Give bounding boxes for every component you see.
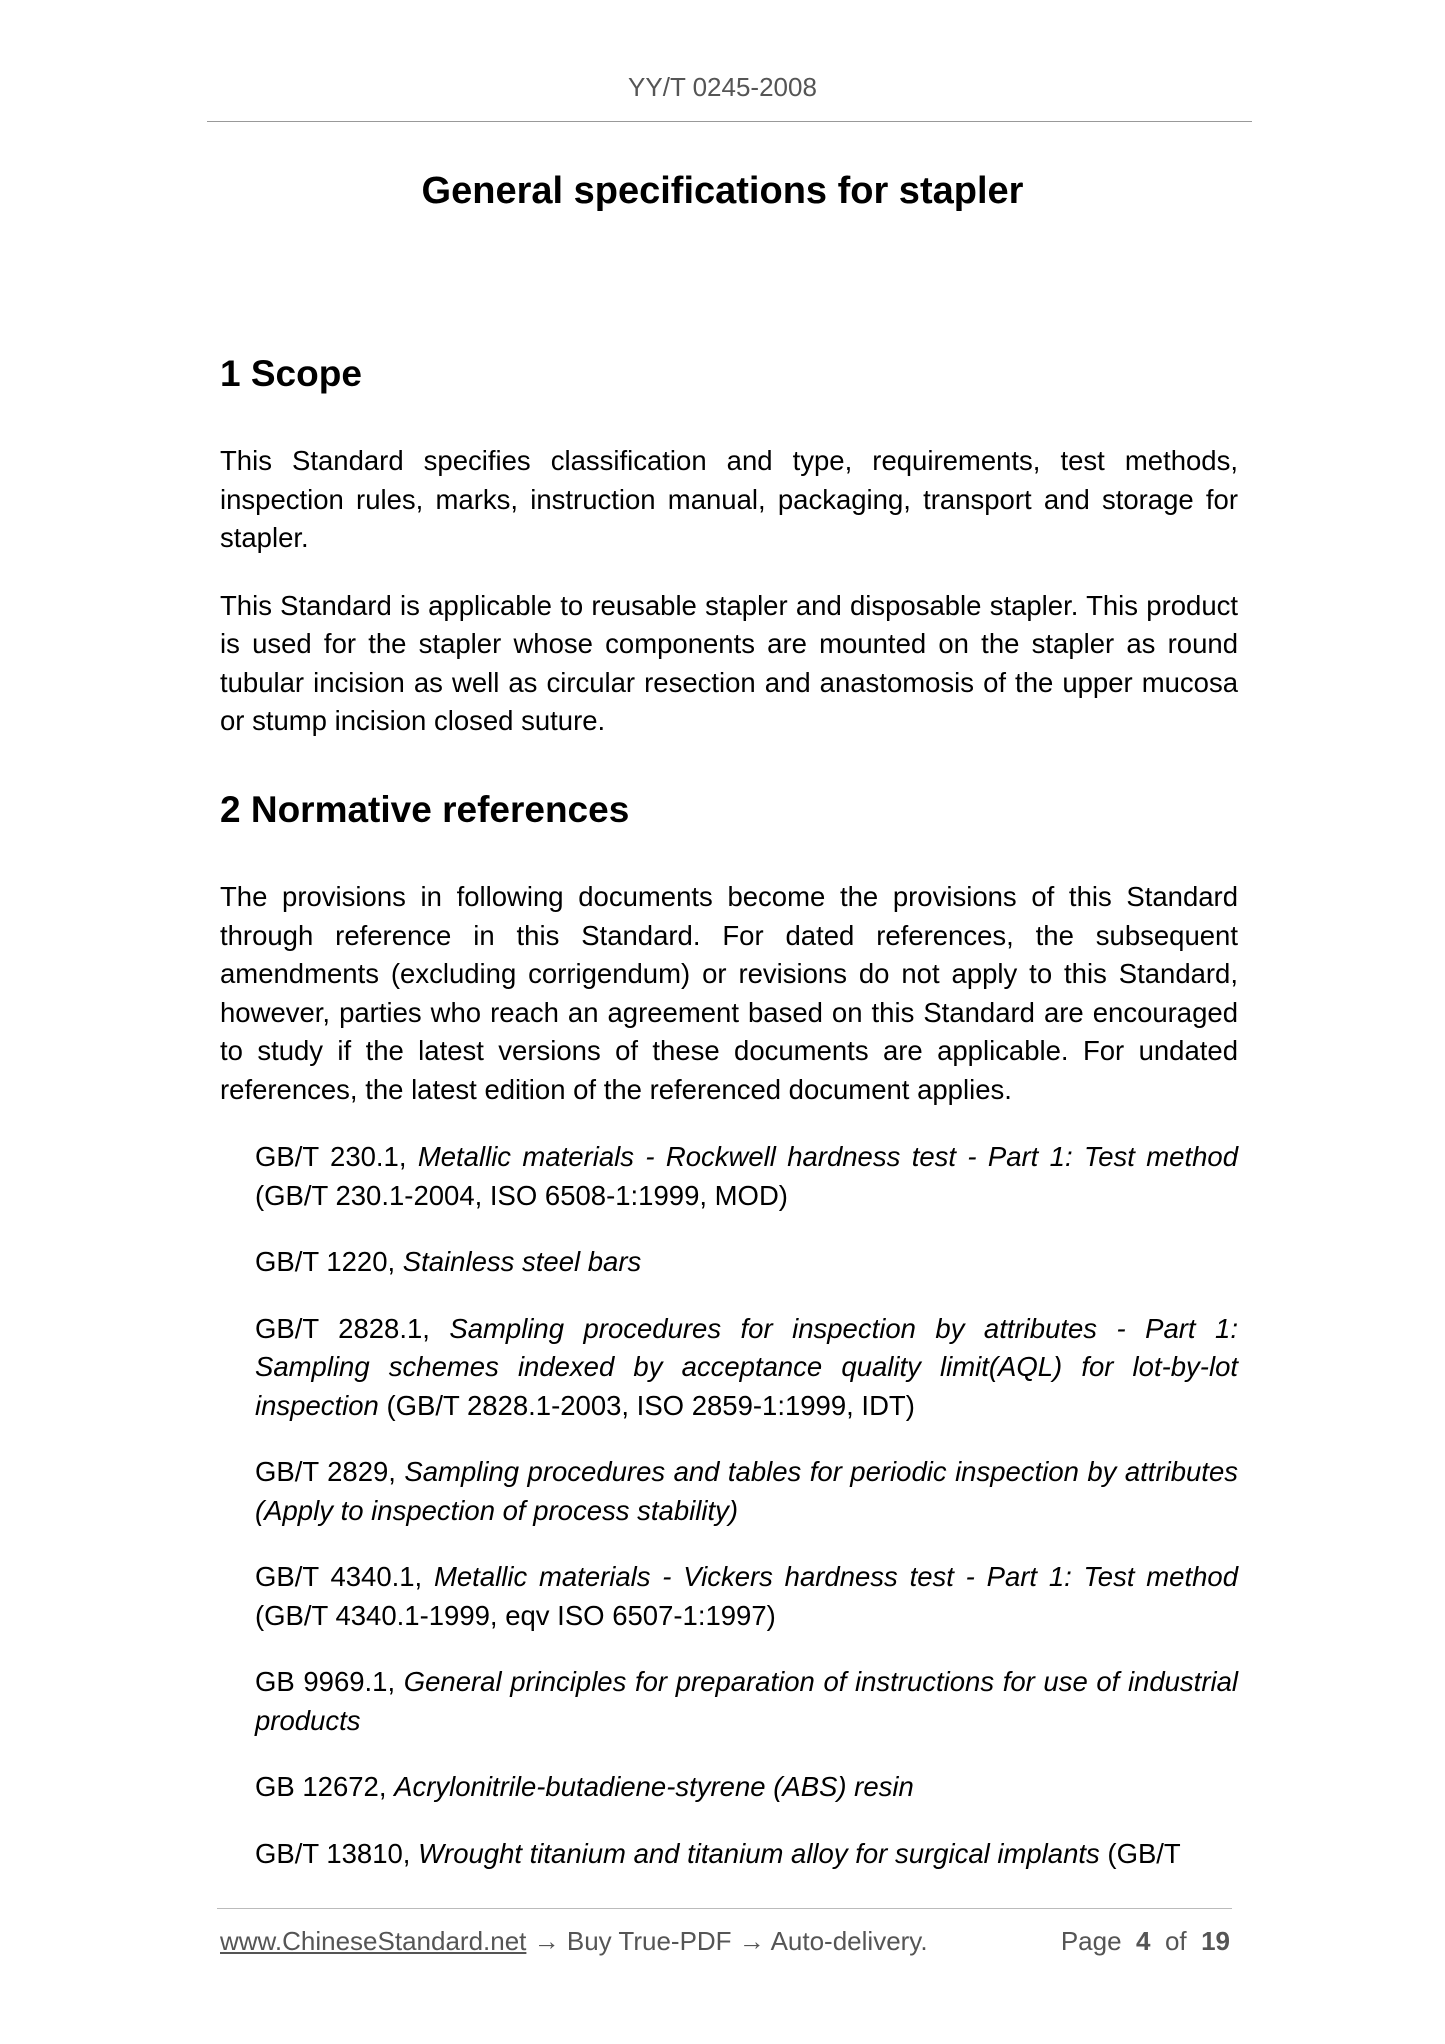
reference-title: Sampling procedures and tables for periodic inspection by attributes (Apply to inspection of process stability) xyxy=(255,1456,1238,1526)
reference-code: GB/T 2829, xyxy=(255,1456,405,1488)
page-total: 19 xyxy=(1201,1926,1230,1956)
reference-title: Metallic materials - Rockwell hardness test - Part 1: Test method xyxy=(417,1141,1238,1173)
page-indicator xyxy=(1061,1926,1230,1957)
reference-title: Metallic materials - Vickers hardness test - Part 1: Test method xyxy=(433,1561,1238,1593)
reference-item xyxy=(255,1243,1238,1282)
reference-note: (GB/T 230.1-2004, ISO 6508-1:1999, MOD) xyxy=(255,1179,788,1211)
page-footer xyxy=(220,1926,1230,1957)
reference-code: GB/T 13810, xyxy=(255,1837,419,1869)
scope-paragraph-2: This Standard is applicable to reusable stapler and disposable stapler. This product is used for the stapler whose components are mounted on the stapler as round tubular incision as well as circular resection and anastomosis of the upper mucosa or stump incision closed suture. xyxy=(220,589,1238,737)
reference-title: General principles for preparation of instructions for use of industrial products xyxy=(255,1666,1238,1736)
reference-item xyxy=(255,1558,1238,1635)
document-body xyxy=(220,352,1238,1901)
page-number: 4 xyxy=(1136,1926,1151,1956)
reference-code: GB 12672, xyxy=(255,1771,395,1803)
document-title: General specifications for stapler xyxy=(421,170,1024,212)
header-divider xyxy=(207,121,1252,122)
section-heading-scope: 1 Scope xyxy=(220,353,362,394)
references-paragraph: The provisions in following documents become the provisions of this Standard through reference in this Standard. For dated references, the subsequent amendments (excluding corrigendum) or revisions do not apply to this Standard, however, parties who reach an agreement based on this Standard are encouraged to study if the latest versions of these documents are applicable. For undated references, the latest edition of the referenced document applies. xyxy=(220,881,1238,1105)
reference-item xyxy=(255,1310,1238,1426)
reference-item xyxy=(255,1835,1238,1874)
reference-item xyxy=(255,1453,1238,1530)
reference-title: Wrought titanium and titanium alloy for surgical implants xyxy=(418,1837,1100,1869)
scope-paragraph-1: This Standard specifies classification and type, requirements, test methods, inspection rules, marks, instruction manual, packaging, transport and storage for stapler. xyxy=(220,445,1238,554)
document-code: YY/T 0245-2008 xyxy=(628,72,817,102)
footer-promo-text: → Buy True-PDF → Auto-delivery. xyxy=(526,1926,928,1956)
of-label: of xyxy=(1164,1926,1187,1956)
page-label: Page xyxy=(1060,1926,1122,1956)
reference-item xyxy=(255,1138,1238,1215)
reference-note: (GB/T xyxy=(1099,1837,1181,1869)
reference-item xyxy=(255,1663,1238,1740)
website-link[interactable]: www.ChineseStandard.net xyxy=(220,1926,527,1956)
section-heading-normative-references: 2 Normative references xyxy=(220,788,630,830)
reference-title: Acrylonitrile-butadiene-styrene (ABS) resin xyxy=(394,1771,914,1803)
reference-code: GB/T 230.1, xyxy=(255,1141,418,1173)
reference-code: GB/T 1220, xyxy=(255,1246,403,1278)
reference-title: Stainless steel bars xyxy=(402,1246,642,1278)
reference-code: GB/T 4340.1, xyxy=(255,1561,434,1593)
reference-code: GB 9969.1, xyxy=(255,1666,404,1698)
reference-note: (GB/T 4340.1-1999, eqv ISO 6507-1:1997) xyxy=(255,1599,776,1631)
footer-divider xyxy=(217,1908,1232,1909)
reference-title: Sampling procedures for inspection by attributes - Part 1: Sampling schemes indexed by acceptance quality limit(AQL) for lot-by-lot inspection xyxy=(255,1312,1238,1421)
reference-item xyxy=(255,1768,1238,1807)
reference-code: GB/T 2828.1, xyxy=(255,1312,450,1344)
reference-note: (GB/T 2828.1-2003, ISO 2859-1:1999, IDT) xyxy=(378,1389,915,1421)
